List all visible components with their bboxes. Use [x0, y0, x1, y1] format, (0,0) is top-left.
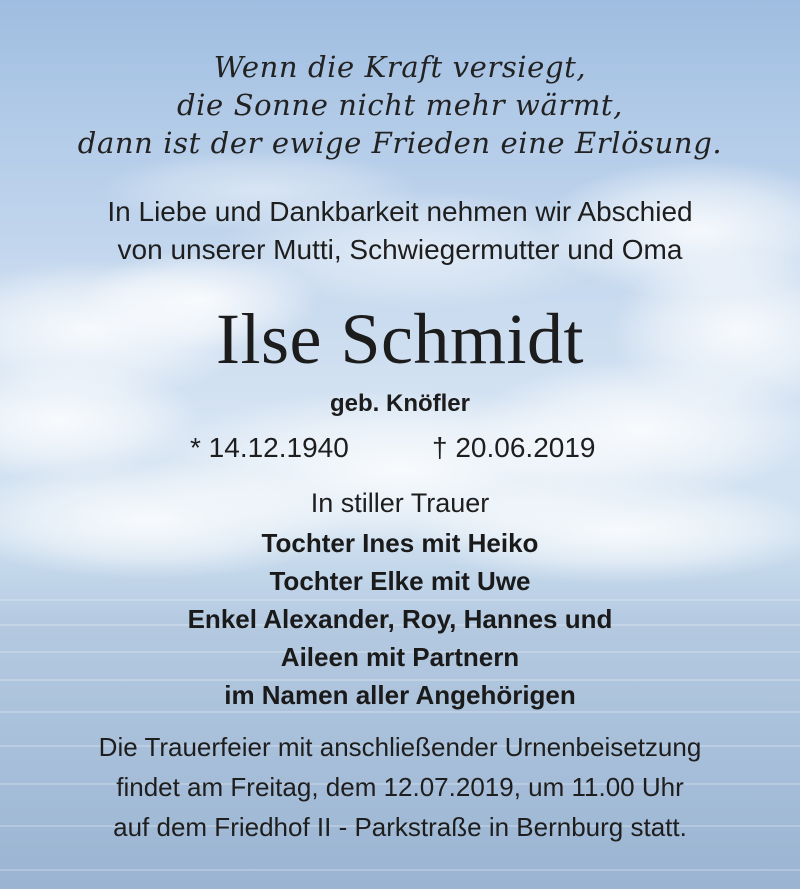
poem-line: die Sonne nicht mehr wärmt,	[177, 88, 623, 122]
birth-date: * 14.12.1940	[190, 432, 349, 463]
family-line: Enkel Alexander, Roy, Hannes und	[187, 604, 613, 634]
maiden-name: geb. Knöfler	[329, 390, 470, 417]
family-line: Tochter Elke mit Uwe	[269, 566, 531, 596]
family-line: im Namen aller Angehörigen	[224, 680, 576, 710]
funeral-notice-line: findet am Freitag, dem 12.07.2019, um 11.00 Uhr	[116, 772, 684, 802]
funeral-notice-line: Die Trauerfeier mit anschließender Urnenbeisetzung	[98, 732, 702, 762]
family-line: Tochter Ines mit Heiko	[261, 528, 539, 558]
deceased-name: Ilse Schmidt	[216, 299, 584, 379]
life-dates	[0, 432, 800, 468]
poem-line: dann ist der ewige Frieden eine Erlösung.	[77, 126, 723, 160]
mourning-intro: In stiller Trauer	[310, 488, 490, 518]
death-date: † 20.06.2019	[432, 432, 596, 463]
poem-line: Wenn die Kraft versiegt,	[213, 50, 587, 84]
intro-line: In Liebe und Dankbarkeit nehmen wir Abschied	[107, 196, 693, 227]
intro-line: von unserer Mutti, Schwiegermutter und Oma	[117, 234, 683, 265]
family-line: Aileen mit Partnern	[280, 642, 520, 672]
funeral-notice-line: auf dem Friedhof II - Parkstraße in Bernburg statt.	[113, 812, 687, 842]
